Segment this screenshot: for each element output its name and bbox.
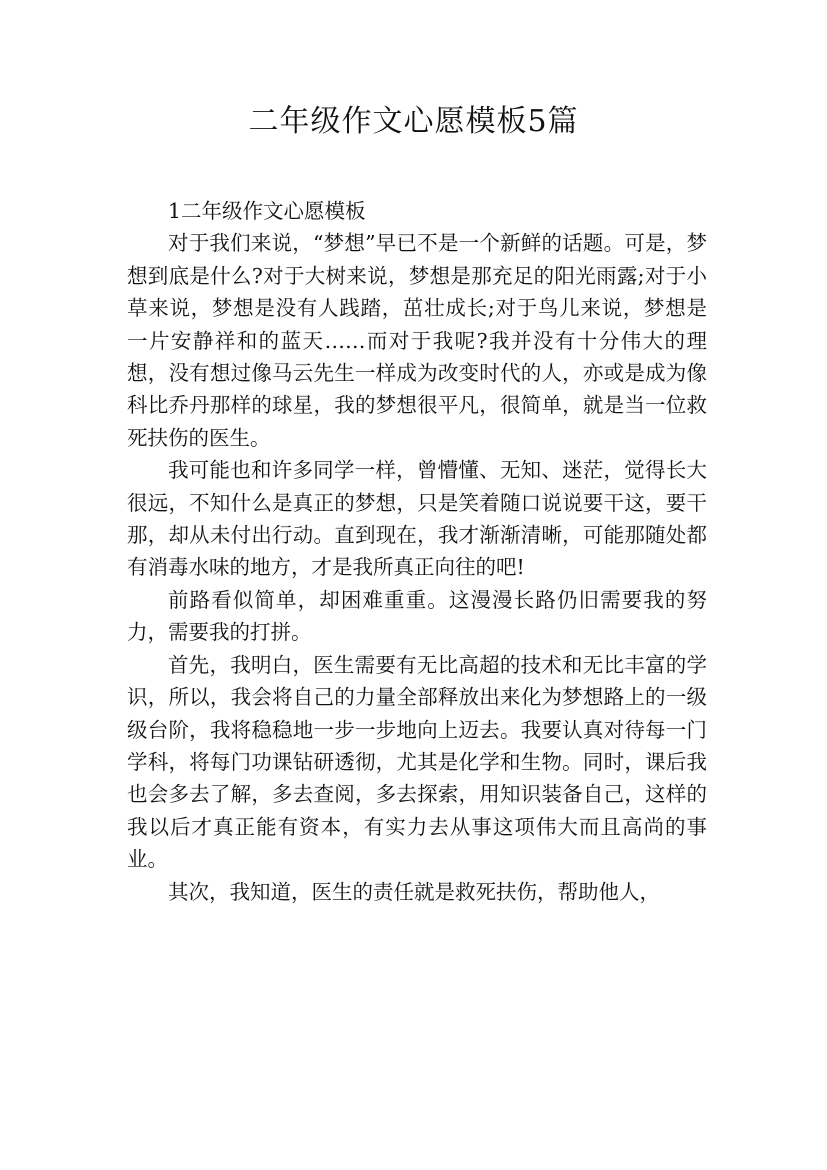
paragraph: 首先，我明白，医生需要有无比高超的技术和无比丰富的学识，所以，我会将自己的力量全部释放出来化为梦想路上的一级级台阶，我将稳稳地一步一步地向上迈去。我要认真对待每一门学科，将每门功课钻研透彻，尤其是化学和生物。同时，课后我也会多去了解，多去查阅，多去探索，用知识装备自己，这样的我以后才真正能有资本，有实力去从事这项伟大而且高尚的事业。 — [127, 652, 707, 872]
section-heading: 1二年级作文心愿模板 — [168, 199, 366, 223]
document-body — [127, 195, 707, 908]
paragraph: 其次，我知道，医生的责任就是救死扶伤，帮助他人， — [168, 879, 660, 904]
paragraph: 对于我们来说，“梦想”早已不是一个新鲜的话题。可是，梦想到底是什么?对于大树来说，梦想是那充足的阳光雨露;对于小草来说，梦想是没有人践踏，茁壮成长;对于鸟儿来说，梦想是一片安静祥和的蓝天……而对于我呢?我并没有十分伟大的理想，没有想过像马云先生一样成为改变时代的人，亦或是成为像科比乔丹那样的球星，我的梦想很平凡，很简单，就是当一位救死扶伤的医生。 — [127, 231, 707, 450]
paragraph: 前路看似简单，却困难重重。这漫漫长路仍旧需要我的努力，需要我的打拼。 — [127, 587, 707, 645]
paragraph: 我可能也和许多同学一样，曾懵懂、无知、迷茫，觉得长大很远，不知什么是真正的梦想，只是笑着随口说说要干这，要干那，却从未付出行动。直到现在，我才渐渐清晰，可能那随处都有消毒水味的地方，才是我所真正向往的吧! — [127, 458, 707, 580]
page-title: 二年级作文心愿模板5篇 — [248, 104, 579, 139]
